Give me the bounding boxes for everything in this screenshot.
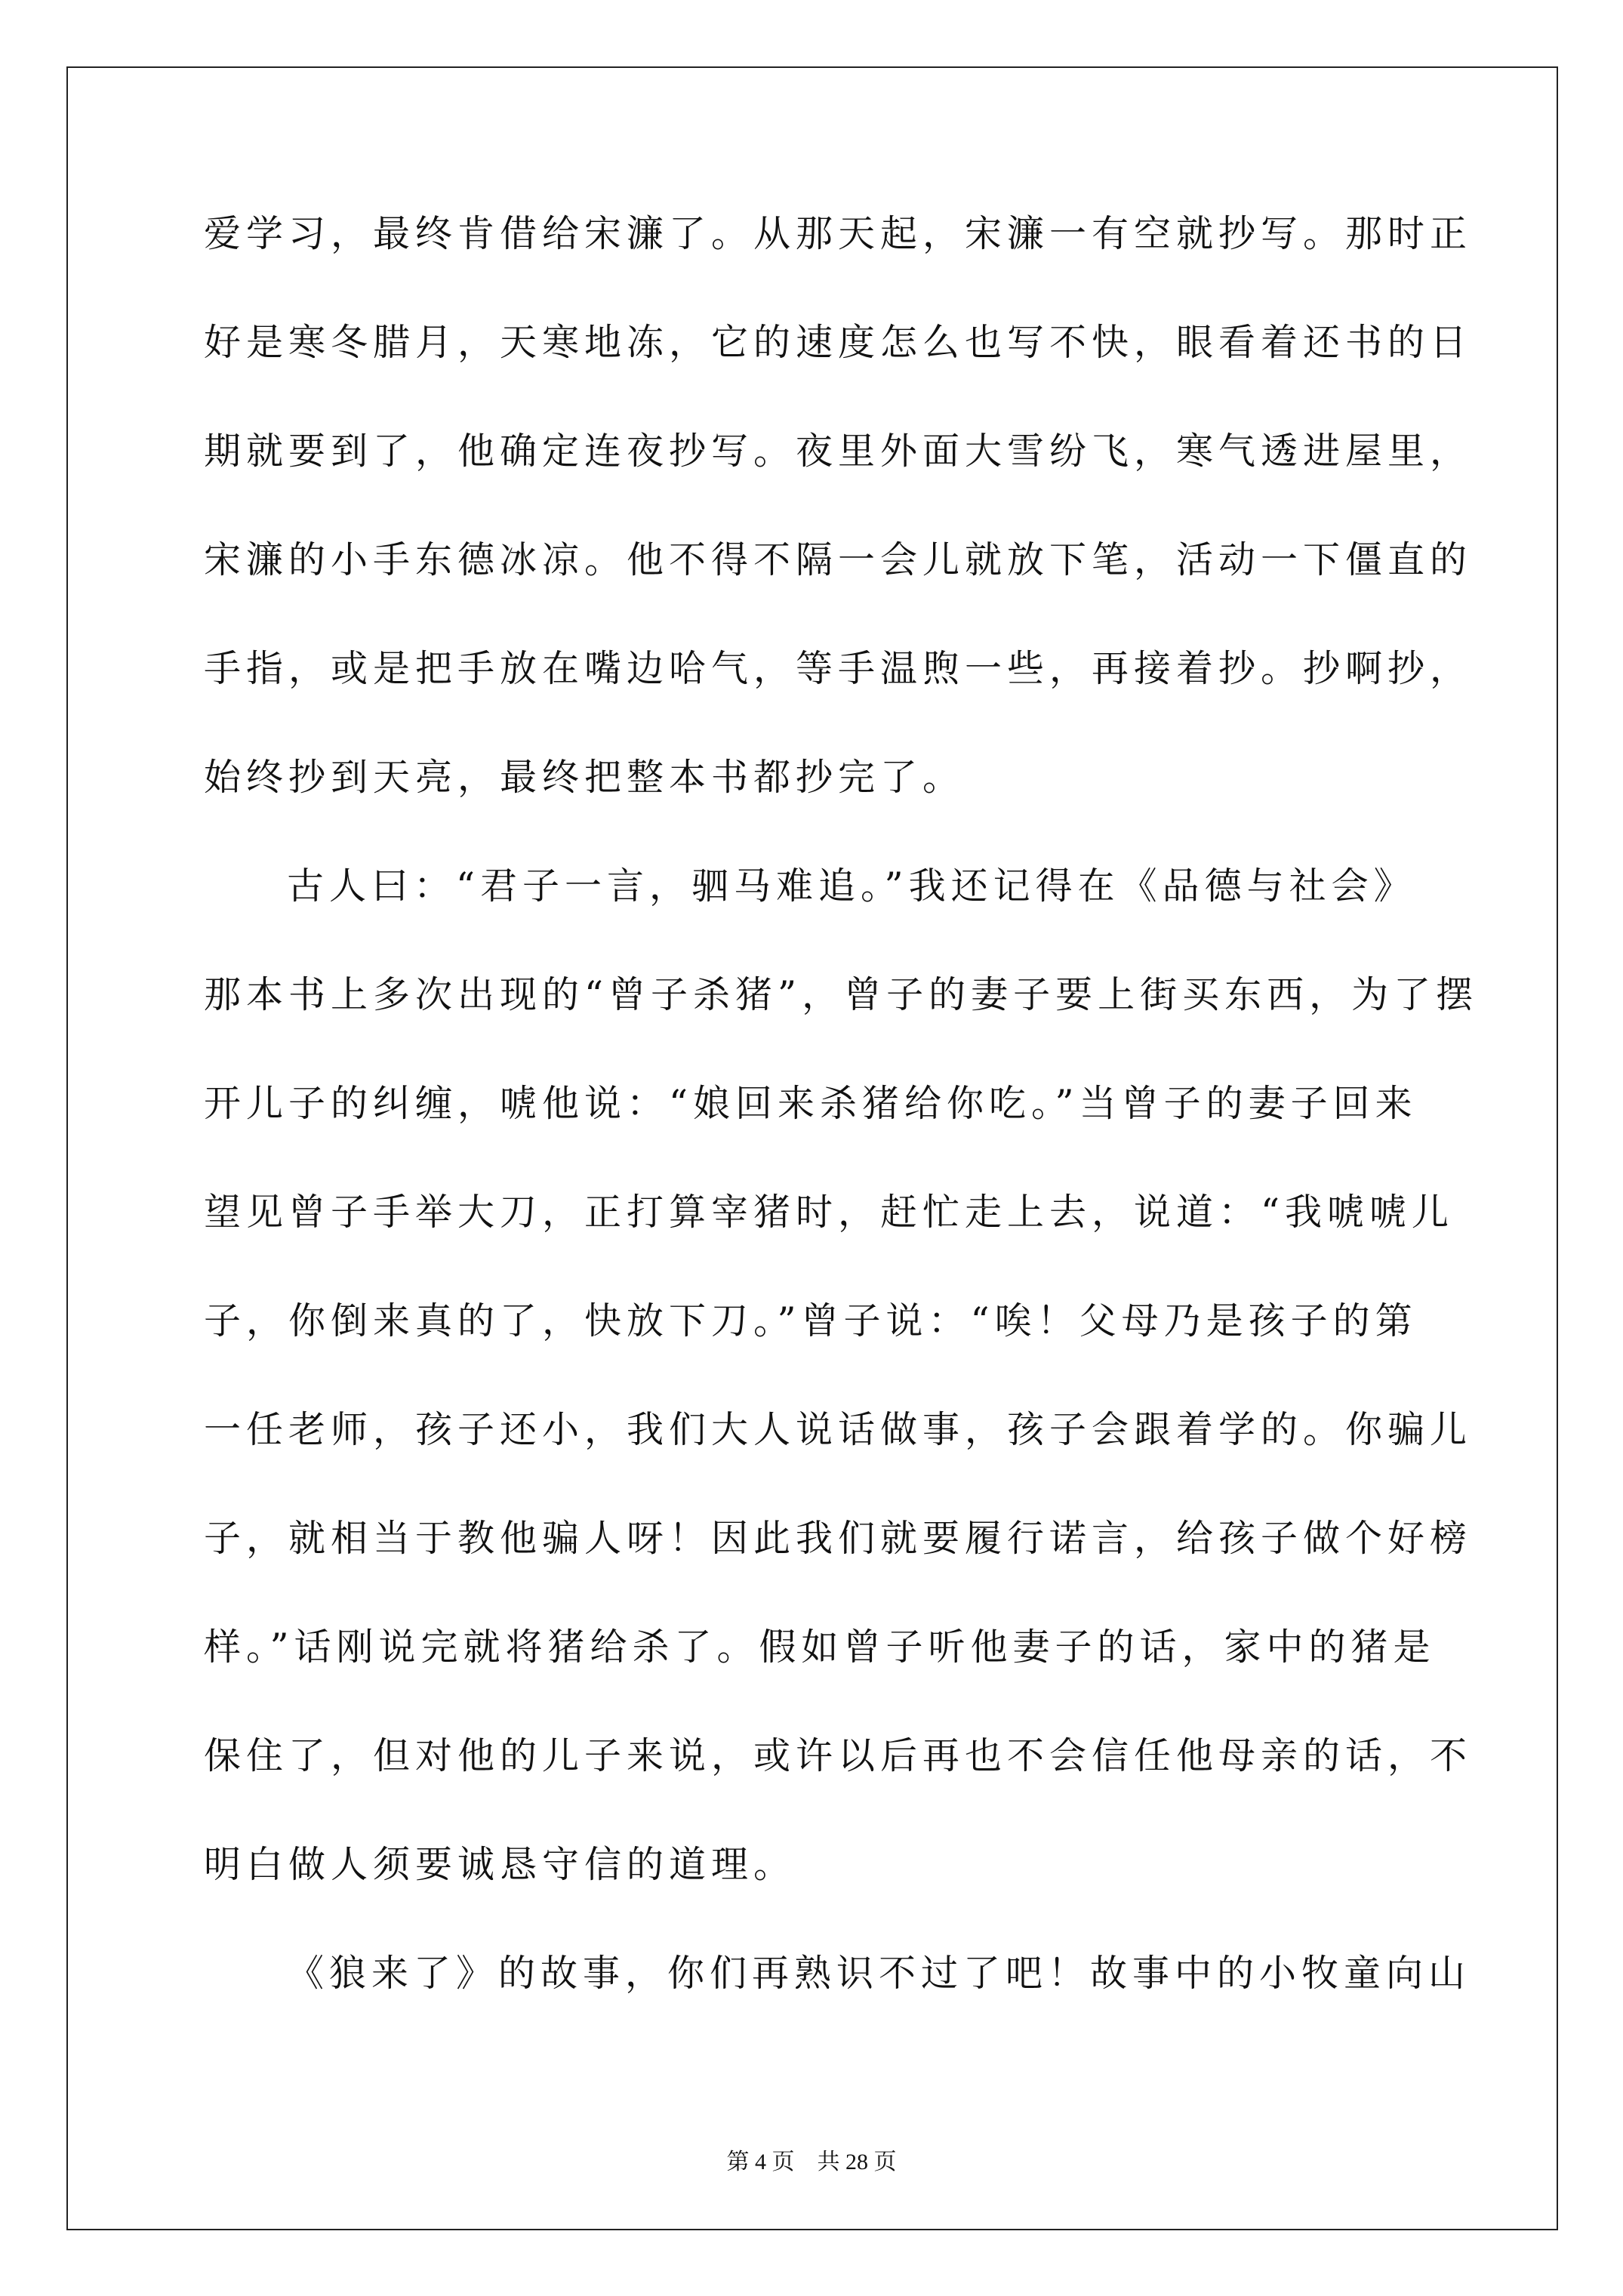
text-line: 期就要到了，他确定连夜抄写。夜里外面大雪纷飞，寒气透进屋里， — [204, 430, 1473, 473]
text-line: 开儿子的纠缠，唬他说：“娘回来杀猪给你吃。”当曾子的妻子回来 — [204, 1082, 1418, 1125]
paragraph-first-line: 《狼来了》的故事，你们再熟识不过了吧！故事中的小牧童向山 — [287, 1952, 1471, 1995]
text-line: 手指，或是把手放在嘴边哈气，等手温煦一些，再接着抄。抄啊抄， — [204, 647, 1473, 690]
text-line: 子，你倒来真的了，快放下刀。”曾子说：“唉！父母乃是孩子的第 — [204, 1299, 1418, 1342]
page-number-footer: 第 4 页 共 28 页 — [726, 2150, 897, 2174]
text-line: 子，就相当于教他骗人呀！因此我们就要履行诺言，给孩子做个好榜 — [204, 1517, 1473, 1560]
text-line: 明白做人须要诚恳守信的道理。 — [204, 1843, 796, 1886]
text-line: 望见曾子手举大刀，正打算宰猪时，赶忙走上去，说道：“我唬唬儿 — [204, 1191, 1455, 1234]
text-line: 好是寒冬腊月，天寒地冻，它的速度怎么也写不快，眼看着还书的日 — [204, 321, 1473, 364]
text-line: 那本书上多次出现的“曾子杀猪”，曾子的妻子要上街买东西，为了摆 — [204, 973, 1479, 1016]
page-border — [66, 66, 1558, 2230]
text-line: 爱学习，最终肯借给宋濂了。从那天起，宋濂一有空就抄写。那时正 — [204, 212, 1473, 255]
paragraph-first-line: 古人曰：“君子一言，驷马难追。”我还记得在《品德与社会》 — [287, 864, 1416, 908]
text-line: 样。”话刚说完就将猪给杀了。假如曾子听他妻子的话，家中的猪是 — [204, 1626, 1436, 1669]
text-line: 保住了，但对他的儿子来说，或许以后再也不会信任他母亲的话，不 — [204, 1734, 1473, 1777]
text-line: 一任老师，孩子还小，我们大人说话做事，孩子会跟着学的。你骗儿 — [204, 1408, 1473, 1451]
text-line: 宋濂的小手东德冰凉。他不得不隔一会儿就放下笔，活动一下僵直的 — [204, 538, 1473, 581]
text-line: 始终抄到天亮，最终把整本书都抄完了。 — [204, 756, 965, 799]
